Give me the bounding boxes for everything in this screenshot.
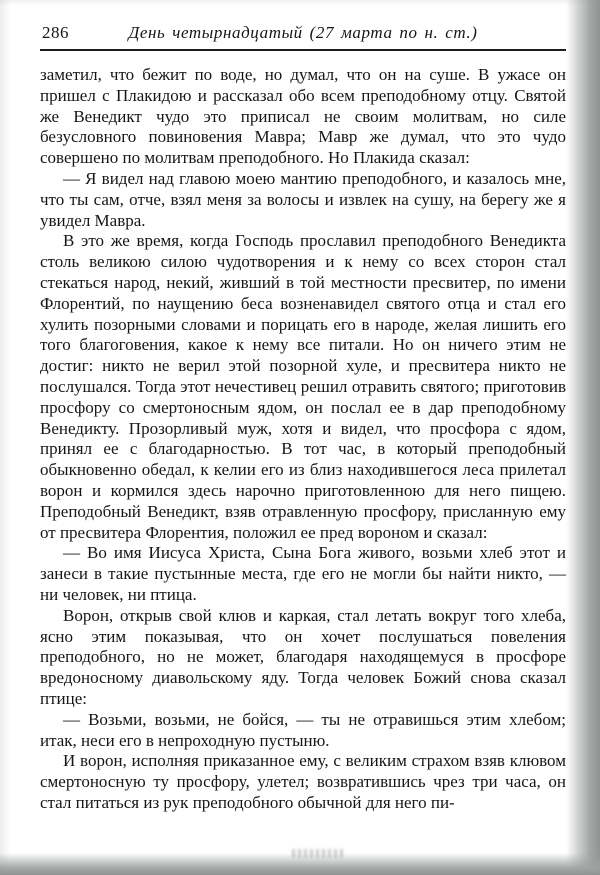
page-number: 286: [42, 23, 69, 42]
paragraph-dialogue: — Возьми, возьми, не бойся, — ты не отравишься этим хлебом; итак, неси его в непроходную пустыню.: [40, 709, 566, 750]
body-text: [40, 65, 566, 814]
running-header: [40, 22, 566, 43]
paragraph-continuation: заметил, что бежит по воде, но думал, что он на суше. В ужасе он пришел с Плакидою и рассказал обо всем преподобному отцу. Святой же Венедикт чудо это приписал не своим молитвам, но силе безусловного повиновения Мавра; Мавр же думал, что это чудо совершено по молитвам преподобного. Но Плакида сказал:: [40, 65, 566, 168]
paragraph-dialogue: — Во имя Иисуса Христа, Сына Бога живого, возьми хлеб этот и занеси в такие пустынные места, где его не могли бы найти никто, — ни человек, ни птица.: [40, 543, 566, 604]
paragraph-dialogue: — Я видел над главою моею мантию преподобного, и казалось мне, что ты сам, отче, взял меня за волосы и извлек на сушу, на берегу же я увидел Мавра.: [40, 168, 566, 230]
header-rule: [40, 49, 566, 51]
running-header-title: День четырнадцатый (27 марта по н. ст.): [128, 23, 478, 42]
paragraph: В это же время, когда Господь прославил преподобного Венедикта столь великою силою чудотворения и к нему со всех сторон стал стекаться народ, некий, живший в той местности пресвитер, по имени Флорентий, по наущению беса возненавидел святого отца и стал его хулить позорными словами и порицать его в народе, желая лишить его того благоговения, какое к нему все питали. Но он ничего этим не достиг: никто не верил этой позорной хуле, и пресвитера никто не послушался. Тогда этот нечестивец решил отравить святого; приготовив просфору со смертоносным ядом, он послал ее в дар преподобному Венедикту. Прозорливый муж, хотя и видел, что просфора с ядом, принял ее с благодарностью. В тот час, в который преподобный обыкновенно обедал, к келии его из близ находившегося леса прилетал ворон и кормился здесь нарочно приготовленною для него пищею. Преподобный Венедикт, взяв отравленную просфору, присланную ему от пресвитера Флорентия, положил ее пред вороном и сказал:: [40, 231, 566, 542]
paragraph: И ворон, исполняя приказанное ему, с великим страхом взяв клювом смертоносную ту просфору, улетел; возвратившись чрез три часа, он стал питаться из рук преподобного обычной для него пи-: [40, 751, 566, 812]
paragraph: Ворон, открыв свой клюв и каркая, стал летать вокруг того хлеба, ясно этим показывая, что он хочет послушаться повеления преподобного, но не может, благодаря находящемуся в просфоре вредоносному диавольскому яду. Тогда человек Божий снова сказал птице:: [40, 605, 566, 708]
